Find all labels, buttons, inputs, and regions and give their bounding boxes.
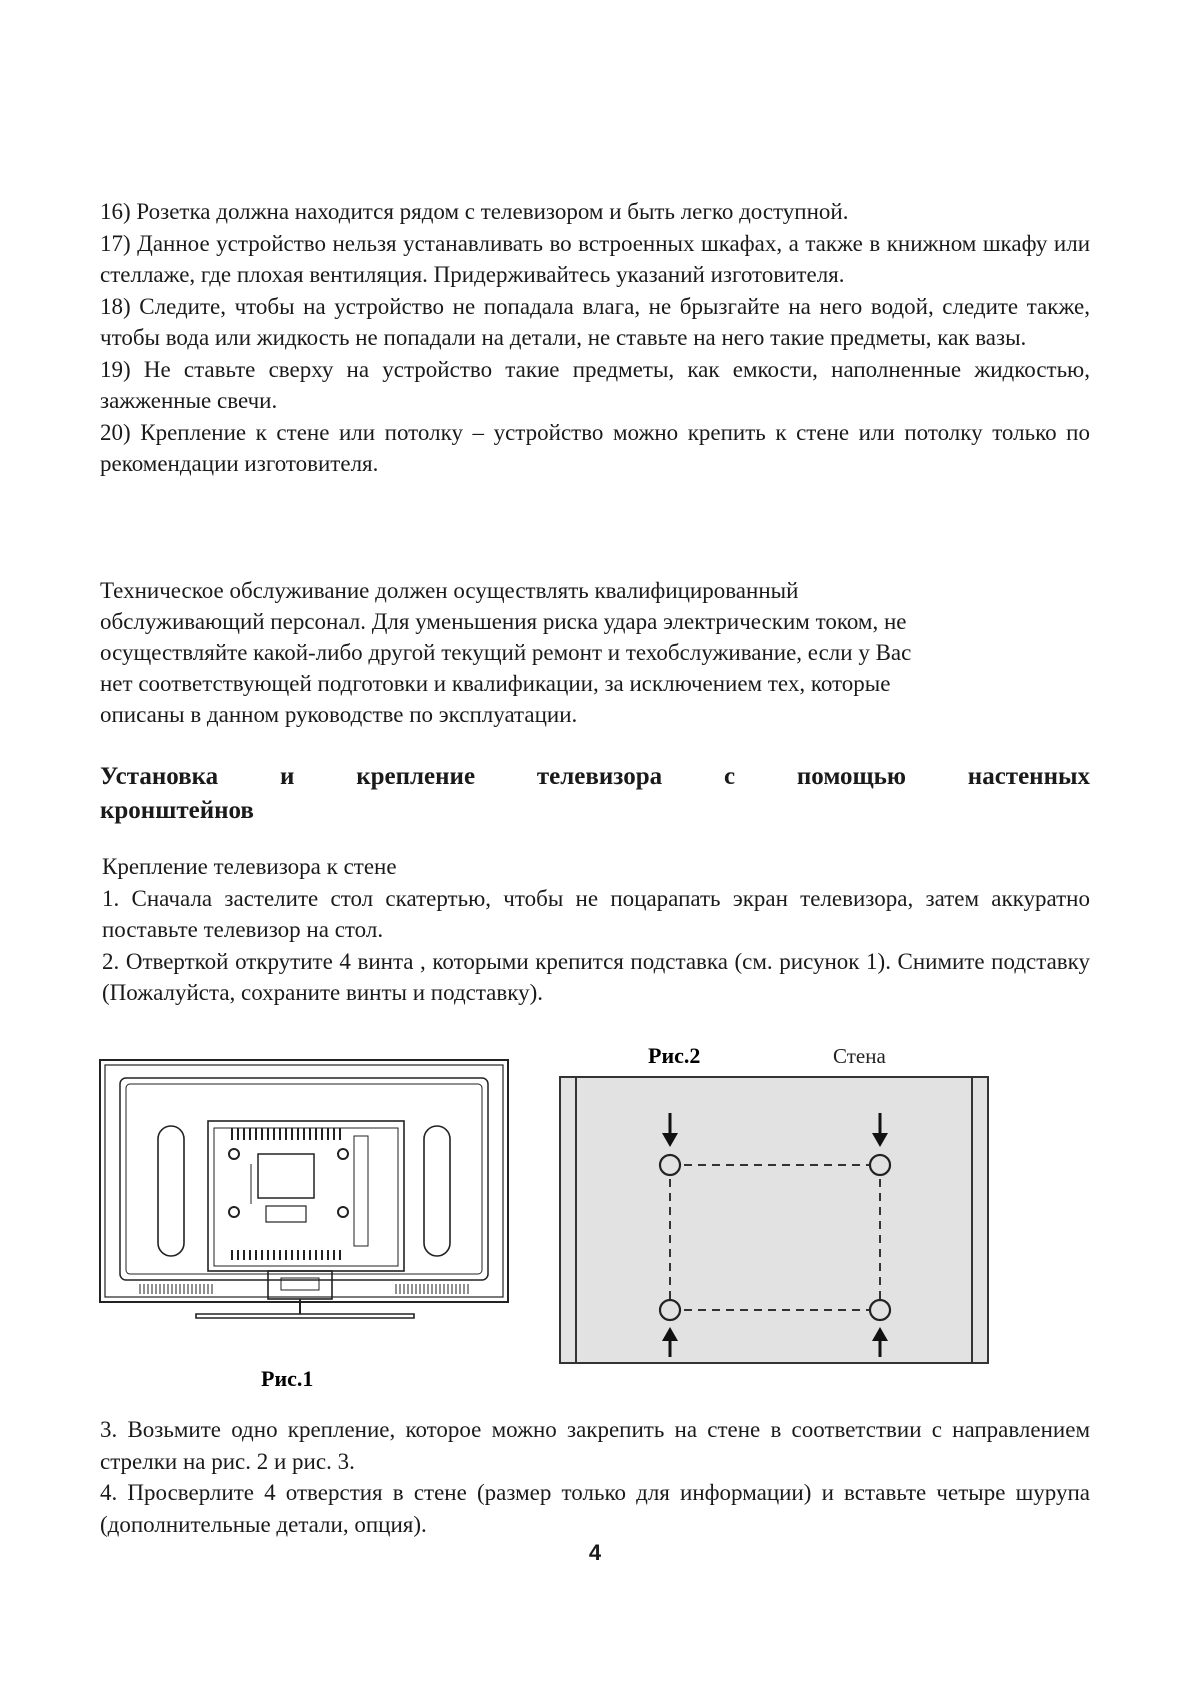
safety-item-20: 20) Крепление к стене или потолку – устройство можно крепить к стене или потолку только по рекомендации изготовителя.	[100, 419, 1090, 476]
service-line: Техническое обслуживание должен осуществлять квалифицированный	[100, 578, 799, 603]
mounting-step-4: 4. Просверлите 4 отверстия в стене (размер только для информации) и вставьте четыре шурупа (дополнительные детали, опция).	[100, 1480, 1090, 1537]
page-number: 4	[588, 1540, 602, 1565]
service-line: обслуживающий персонал. Для уменьшения риска удара электрическим током, не	[100, 609, 907, 634]
mounting-step-1: 1. Сначала застелите стол скатертью, чтобы не поцарапать экран телевизора, затем аккуратно поставьте телевизор на стол.	[102, 885, 1090, 942]
mount-hole-bottom-right	[870, 1300, 890, 1320]
mount-hole-bottom-left	[660, 1300, 680, 1320]
heading-line-1: Установка и крепление телевизора с помощью настенных	[100, 763, 1090, 790]
mounting-steps	[102, 851, 1090, 1009]
service-line: описаны в данном руководстве по эксплуатации.	[100, 702, 578, 727]
safety-item-18: 18) Следите, чтобы на устройство не попадала влага, не брызгайте на него водой, следите также, чтобы вода или жидкость не попадали на детали, не ставьте на него такие предметы, как вазы.	[100, 293, 1090, 350]
figure-2-caption: Рис.2	[648, 1043, 701, 1068]
mounting-step-3: 3. Возьмите одно крепление, которое можно закрепить на стене в соответствии с направлением стрелки на рис. 2 и рис. 3.	[100, 1417, 1090, 1474]
figure-1	[96, 1056, 516, 1406]
mount-hole-top-left	[660, 1155, 680, 1175]
safety-item-17: 17) Данное устройство нельзя устанавливать во встроенных шкафах, а также в книжном шкафу или стеллаже, где плохая вентиляция. Придерживайтесь указаний изготовителя.	[100, 230, 1090, 287]
heading-line-2: кронштейнов	[100, 797, 254, 824]
mount-hole-top-right	[870, 1155, 890, 1175]
service-paragraph	[100, 575, 1090, 730]
service-line: осуществляйте какой-либо другой текущий ремонт и техобслуживание, если у Вас	[100, 640, 912, 665]
mounting-step-2: 2. Отверткой открутите 4 винта , которыми крепится подставка (см. рисунок 1). Снимите подставку (Пожалуйста, сохраните винты и подставку).	[102, 948, 1090, 1005]
figure-2	[558, 1035, 998, 1370]
safety-item-19: 19) Не ставьте сверху на устройство такие предметы, как емкости, наполненные жидкостью, зажженные свечи.	[100, 356, 1090, 413]
tv-back-illustration	[96, 1056, 516, 1401]
section-heading	[100, 760, 1090, 828]
wall-label: Стена	[833, 1044, 886, 1068]
wall-holes-diagram	[558, 1035, 998, 1365]
service-line: нет соответствующей подготовки и квалификации, за исключением тех, которые	[100, 671, 891, 696]
safety-item-16: 16) Розетка должна находится рядом с телевизором и быть легко доступной.	[100, 199, 849, 224]
mounting-subtitle: Крепление телевизора к стене	[102, 854, 397, 879]
mounting-steps-continued	[100, 1414, 1090, 1540]
safety-items	[100, 196, 1090, 480]
figure-1-caption: Рис.1	[261, 1366, 314, 1391]
